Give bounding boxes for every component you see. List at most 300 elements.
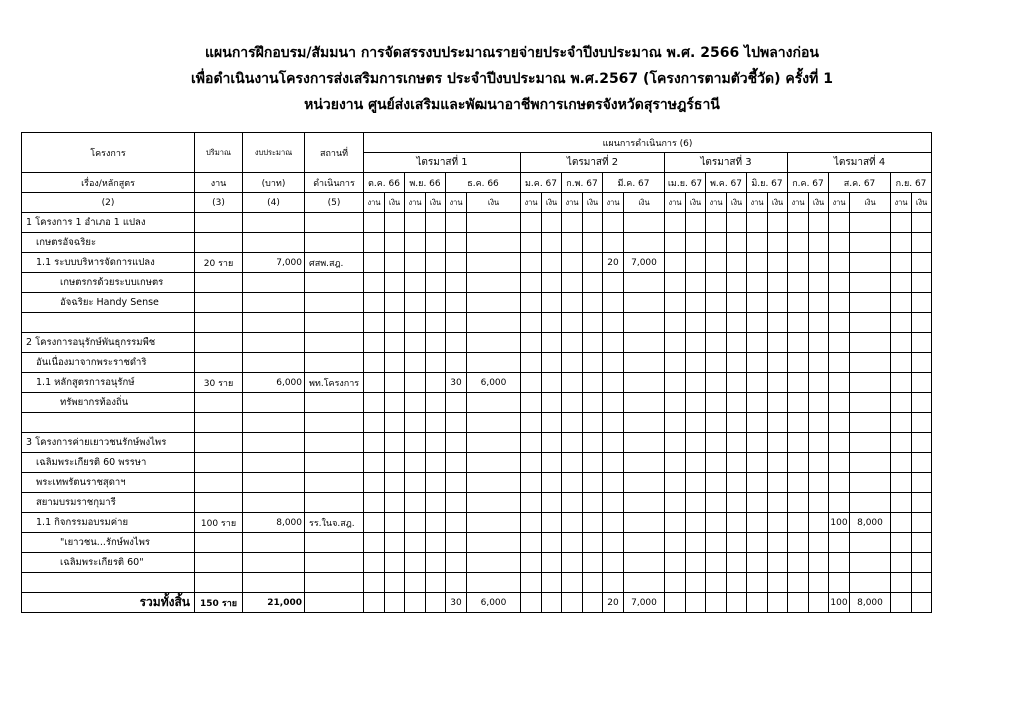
plan-cell — [829, 353, 850, 373]
row-place — [305, 313, 364, 333]
plan-cell — [829, 313, 850, 333]
plan-cell — [768, 253, 788, 273]
plan-cell — [405, 253, 426, 273]
plan-cell — [850, 313, 891, 333]
plan-cell — [788, 393, 809, 413]
plan-cell — [768, 213, 788, 233]
plan-cell — [727, 313, 747, 333]
plan-cell — [405, 553, 426, 573]
plan-cell — [686, 493, 706, 513]
header-money: เงิน — [426, 193, 446, 213]
plan-cell — [850, 453, 891, 473]
plan-cell — [562, 473, 583, 493]
plan-cell — [788, 273, 809, 293]
header-month: ก.พ. 67 — [562, 173, 603, 193]
row-budget — [243, 433, 305, 453]
plan-cell — [583, 453, 603, 473]
plan-cell — [706, 273, 727, 293]
total-cell — [364, 593, 385, 613]
total-cell — [583, 593, 603, 613]
plan-cell — [603, 213, 624, 233]
plan-cell — [809, 453, 829, 473]
plan-cell — [768, 233, 788, 253]
plan-cell — [542, 433, 562, 453]
plan-cell — [809, 273, 829, 293]
plan-cell — [405, 413, 426, 433]
row-description: เกษตรอัจฉริยะ — [22, 233, 195, 253]
row-qty: 30 ราย — [195, 373, 243, 393]
header-work: งาน — [521, 193, 542, 213]
plan-cell — [364, 413, 385, 433]
total-cell: 100 — [829, 593, 850, 613]
plan-cell — [624, 533, 665, 553]
header-month: มี.ค. 67 — [603, 173, 665, 193]
plan-cell — [603, 533, 624, 553]
plan-cell — [727, 513, 747, 533]
plan-cell — [809, 333, 829, 353]
plan-cell — [788, 573, 809, 593]
plan-cell — [467, 493, 521, 513]
plan-cell — [364, 573, 385, 593]
plan-cell — [385, 453, 405, 473]
plan-cell — [706, 213, 727, 233]
header-place-num: (5) — [305, 193, 364, 213]
row-description: 3 โครงการค่ายเยาวชนรักษ์พงไพร — [22, 433, 195, 453]
plan-cell — [446, 473, 467, 493]
row-description: ทรัพยากรท้องถิ่น — [22, 393, 195, 413]
table-row — [22, 513, 932, 533]
plan-cell — [467, 573, 521, 593]
plan-cell — [829, 493, 850, 513]
plan-cell — [686, 473, 706, 493]
plan-cell — [686, 573, 706, 593]
plan-cell — [850, 493, 891, 513]
total-cell — [891, 593, 912, 613]
plan-cell — [829, 273, 850, 293]
plan-cell — [521, 453, 542, 473]
header-work: งาน — [405, 193, 426, 213]
header-quarter-4: ไตรมาสที่ 4 — [788, 153, 932, 173]
plan-cell — [912, 413, 932, 433]
plan-cell — [603, 573, 624, 593]
plan-cell — [405, 353, 426, 373]
plan-cell — [542, 393, 562, 413]
table-row — [22, 293, 932, 313]
plan-cell — [603, 333, 624, 353]
plan-cell — [583, 273, 603, 293]
row-description: 1.1 กิจกรรมอบรมค่าย — [22, 513, 195, 533]
plan-cell — [426, 473, 446, 493]
plan-cell — [426, 533, 446, 553]
header-month: พ.ย. 66 — [405, 173, 446, 193]
header-month: ม.ค. 67 — [521, 173, 562, 193]
plan-cell — [768, 293, 788, 313]
plan-cell — [624, 313, 665, 333]
plan-cell: 6,000 — [467, 373, 521, 393]
header-quarter-1: ไตรมาสที่ 1 — [364, 153, 521, 173]
row-budget — [243, 393, 305, 413]
plan-cell — [364, 473, 385, 493]
plan-cell — [624, 273, 665, 293]
row-qty — [195, 353, 243, 373]
plan-cell — [727, 213, 747, 233]
plan-cell — [747, 373, 768, 393]
plan-cell — [467, 433, 521, 453]
row-qty — [195, 453, 243, 473]
row-place — [305, 573, 364, 593]
table-row — [22, 233, 932, 253]
plan-cell — [385, 473, 405, 493]
plan-cell — [706, 553, 727, 573]
table-row — [22, 573, 932, 593]
plan-cell — [364, 353, 385, 373]
plan-cell — [686, 233, 706, 253]
plan-cell — [809, 233, 829, 253]
header-work: งาน — [829, 193, 850, 213]
plan-cell — [542, 233, 562, 253]
plan-cell — [665, 433, 686, 453]
plan-cell — [829, 333, 850, 353]
plan-cell — [583, 513, 603, 533]
plan-cell — [747, 513, 768, 533]
plan-cell — [364, 533, 385, 553]
plan-cell — [727, 493, 747, 513]
header-project: โครงการ — [22, 133, 195, 173]
plan-cell — [385, 313, 405, 333]
plan-cell — [405, 393, 426, 413]
plan-cell — [542, 493, 562, 513]
plan-cell — [665, 353, 686, 373]
total-cell — [706, 593, 727, 613]
plan-cell — [809, 213, 829, 233]
total-cell — [521, 593, 542, 613]
plan-cell — [706, 353, 727, 373]
row-place: พท.โครงการ — [305, 373, 364, 393]
plan-cell — [727, 413, 747, 433]
table-row — [22, 253, 932, 273]
header-money: เงิน — [686, 193, 706, 213]
header-place: สถานที่ — [305, 133, 364, 173]
plan-cell — [542, 313, 562, 333]
plan-cell — [809, 433, 829, 453]
header-money: เงิน — [542, 193, 562, 213]
plan-cell — [665, 393, 686, 413]
row-budget — [243, 573, 305, 593]
plan-cell — [446, 273, 467, 293]
plan-cell — [912, 433, 932, 453]
plan-cell — [446, 253, 467, 273]
plan-cell — [446, 313, 467, 333]
header-money: เงิน — [768, 193, 788, 213]
plan-cell — [446, 233, 467, 253]
plan-cell — [891, 293, 912, 313]
row-description: อัจฉริยะ Handy Sense — [22, 293, 195, 313]
plan-cell — [385, 533, 405, 553]
plan-cell — [850, 233, 891, 253]
header-qty: ปริมาณ — [195, 133, 243, 173]
plan-cell — [788, 513, 809, 533]
plan-cell — [829, 413, 850, 433]
plan-cell — [850, 253, 891, 273]
plan-cell — [665, 513, 686, 533]
table-row — [22, 493, 932, 513]
plan-cell — [829, 533, 850, 553]
header-row-work-money — [22, 193, 932, 213]
plan-cell — [829, 253, 850, 273]
row-budget — [243, 313, 305, 333]
total-cell — [727, 593, 747, 613]
plan-cell — [426, 313, 446, 333]
plan-cell — [788, 413, 809, 433]
plan-cell — [665, 493, 686, 513]
row-description: เฉลิมพระเกียรติ 60 พรรษา — [22, 453, 195, 473]
plan-cell — [385, 553, 405, 573]
header-budget: งบประมาณ — [243, 133, 305, 173]
plan-cell — [562, 553, 583, 573]
plan-cell — [686, 373, 706, 393]
plan-cell — [562, 453, 583, 473]
plan-cell — [542, 573, 562, 593]
total-cell: 6,000 — [467, 593, 521, 613]
plan-cell — [912, 553, 932, 573]
row-place — [305, 233, 364, 253]
plan-cell — [706, 253, 727, 273]
plan-cell — [706, 533, 727, 553]
plan-cell — [747, 273, 768, 293]
plan-cell — [665, 473, 686, 493]
plan-cell — [624, 473, 665, 493]
row-qty — [195, 313, 243, 333]
plan-cell — [364, 393, 385, 413]
header-row-1 — [22, 133, 932, 153]
row-budget: 7,000 — [243, 253, 305, 273]
plan-cell: 100 — [829, 513, 850, 533]
plan-cell — [891, 213, 912, 233]
plan-cell — [467, 253, 521, 273]
row-place — [305, 453, 364, 473]
plan-cell — [665, 253, 686, 273]
plan-cell — [364, 293, 385, 313]
plan-cell — [603, 473, 624, 493]
plan-cell — [912, 513, 932, 533]
plan-cell — [747, 493, 768, 513]
plan-cell — [727, 293, 747, 313]
row-place — [305, 213, 364, 233]
plan-cell — [768, 573, 788, 593]
plan-cell — [521, 393, 542, 413]
table-row — [22, 353, 932, 373]
plan-cell — [686, 453, 706, 473]
plan-cell — [706, 293, 727, 313]
plan-cell — [747, 233, 768, 253]
plan-cell — [405, 273, 426, 293]
row-description: เฉลิมพระเกียรติ 60" — [22, 553, 195, 573]
header-money: เงิน — [624, 193, 665, 213]
header-month: ธ.ค. 66 — [446, 173, 521, 193]
plan-cell — [405, 453, 426, 473]
total-cell — [809, 593, 829, 613]
table-row — [22, 553, 932, 573]
plan-cell — [385, 333, 405, 353]
plan-cell — [727, 233, 747, 253]
total-cell — [562, 593, 583, 613]
plan-cell — [686, 553, 706, 573]
plan-cell — [850, 433, 891, 453]
plan-cell — [426, 513, 446, 533]
row-budget — [243, 213, 305, 233]
plan-cell — [912, 353, 932, 373]
row-budget — [243, 493, 305, 513]
row-qty — [195, 533, 243, 553]
plan-cell — [583, 473, 603, 493]
plan-cell — [727, 473, 747, 493]
plan-cell — [912, 233, 932, 253]
plan-cell — [768, 493, 788, 513]
plan-cell — [624, 453, 665, 473]
plan-cell — [706, 373, 727, 393]
total-cell — [768, 593, 788, 613]
row-qty — [195, 273, 243, 293]
plan-cell — [788, 553, 809, 573]
header-money: เงิน — [809, 193, 829, 213]
plan-cell — [624, 553, 665, 573]
plan-cell — [624, 373, 665, 393]
header-project-num: (2) — [22, 193, 195, 213]
row-budget — [243, 533, 305, 553]
plan-cell — [426, 353, 446, 373]
row-budget — [243, 473, 305, 493]
plan-cell — [385, 393, 405, 413]
plan-cell — [385, 493, 405, 513]
row-place: รร.ในจ.สฎ. — [305, 513, 364, 533]
row-qty — [195, 213, 243, 233]
plan-cell — [467, 553, 521, 573]
plan-cell — [583, 553, 603, 573]
plan-cell — [624, 213, 665, 233]
plan-cell — [706, 333, 727, 353]
plan-cell — [542, 533, 562, 553]
title-line-1: แผนการฝึกอบรม/สัมมนา การจัดสรรงบประมาณรายจ่ายประจำปีงบประมาณ พ.ศ. 2566 ไปพลางก่อน — [205, 45, 819, 61]
plan-cell — [809, 313, 829, 333]
plan-cell — [562, 213, 583, 233]
plan-cell — [446, 293, 467, 313]
plan-cell — [426, 433, 446, 453]
plan-cell — [850, 473, 891, 493]
plan-cell — [542, 413, 562, 433]
header-work: งาน — [446, 193, 467, 213]
row-description — [22, 573, 195, 593]
plan-cell — [446, 533, 467, 553]
plan-cell — [364, 493, 385, 513]
plan-cell — [768, 433, 788, 453]
total-cell: 7,000 — [624, 593, 665, 613]
plan-cell — [624, 573, 665, 593]
plan-cell — [426, 213, 446, 233]
plan-cell — [829, 473, 850, 493]
total-cell — [426, 593, 446, 613]
plan-cell — [747, 313, 768, 333]
plan-cell — [562, 413, 583, 433]
plan-cell — [665, 533, 686, 553]
plan-cell — [665, 373, 686, 393]
plan-cell — [686, 433, 706, 453]
plan-cell — [446, 553, 467, 573]
plan-cell — [809, 473, 829, 493]
row-budget — [243, 413, 305, 433]
row-qty — [195, 233, 243, 253]
plan-cell — [891, 273, 912, 293]
plan-cell — [562, 433, 583, 453]
plan-cell — [603, 273, 624, 293]
plan-cell — [542, 353, 562, 373]
plan-cell — [426, 493, 446, 513]
plan-cell — [446, 573, 467, 593]
plan-cell — [446, 333, 467, 353]
plan-cell — [583, 313, 603, 333]
plan-cell — [829, 213, 850, 233]
row-description: 2 โครงการอนุรักษ์พันธุกรรมพืช — [22, 333, 195, 353]
plan-cell — [521, 573, 542, 593]
plan-cell — [768, 333, 788, 353]
plan-cell — [809, 573, 829, 593]
plan-cell — [542, 453, 562, 473]
plan-cell — [747, 353, 768, 373]
plan-cell — [583, 333, 603, 353]
header-work: งาน — [665, 193, 686, 213]
plan-cell — [768, 533, 788, 553]
plan-cell — [747, 553, 768, 573]
plan-cell — [405, 493, 426, 513]
plan-cell: 7,000 — [624, 253, 665, 273]
plan-cell — [542, 473, 562, 493]
plan-cell — [727, 573, 747, 593]
plan-cell — [624, 413, 665, 433]
plan-cell — [747, 413, 768, 433]
row-place — [305, 473, 364, 493]
plan-cell — [385, 513, 405, 533]
plan-cell — [542, 373, 562, 393]
table-row — [22, 273, 932, 293]
plan-cell — [850, 293, 891, 313]
plan-cell — [891, 513, 912, 533]
plan-cell: 30 — [446, 373, 467, 393]
plan-cell — [829, 453, 850, 473]
plan-cell — [850, 213, 891, 233]
plan-cell — [364, 273, 385, 293]
title-line-2: เพื่อดำเนินงานโครงการส่งเสริมการเกษตร ประจำปีงบประมาณ พ.ศ.2567 (โครงการตามตัวชี้วัด) ครั้งที่ 1 — [191, 71, 833, 87]
plan-cell — [809, 413, 829, 433]
plan-cell — [829, 553, 850, 573]
plan-cell — [603, 373, 624, 393]
plan-cell — [603, 413, 624, 433]
header-work: งาน — [562, 193, 583, 213]
plan-cell — [426, 273, 446, 293]
plan-cell — [364, 313, 385, 333]
plan-cell — [912, 373, 932, 393]
plan-cell — [405, 513, 426, 533]
plan-cell — [809, 393, 829, 413]
table-row — [22, 373, 932, 393]
plan-cell — [467, 213, 521, 233]
plan-cell — [706, 493, 727, 513]
table-row — [22, 313, 932, 333]
plan-cell — [562, 493, 583, 513]
plan-cell — [891, 253, 912, 273]
plan-cell — [809, 513, 829, 533]
row-budget — [243, 233, 305, 253]
header-qty-sub: งาน — [195, 173, 243, 193]
plan-cell — [912, 573, 932, 593]
